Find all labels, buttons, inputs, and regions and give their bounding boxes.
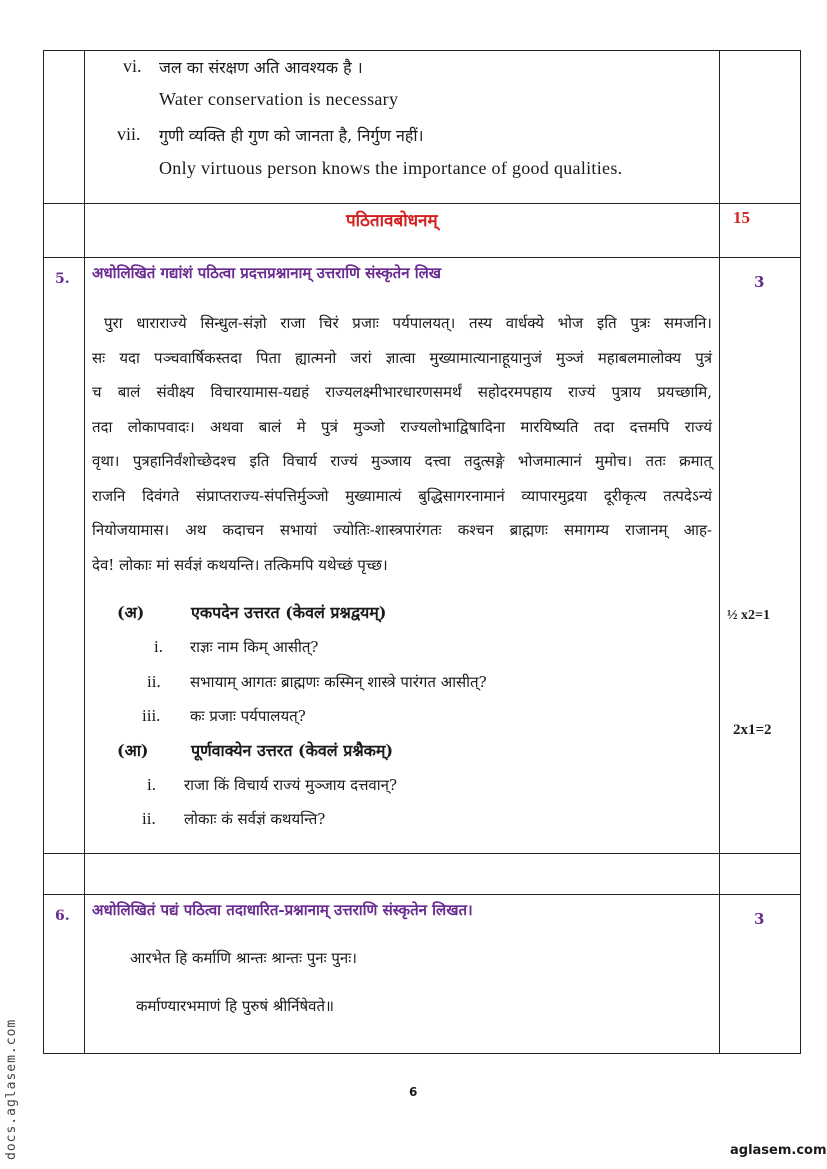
question-6-number: 6. xyxy=(55,908,70,924)
part-b-q2-text: लोकाः कं सर्वज्ञं कथयन्ति? xyxy=(184,810,326,828)
question-6-instruction: अधोलिखितं पद्यं पठित्वा तदाधारित-प्रश्नानाम् उत्तराणि संस्कृतेन लिखत। xyxy=(92,901,473,919)
verse-line-1: आरभेत हि कर्माणि श्रान्तः श्रान्तः पुनः पुनः। xyxy=(130,949,357,967)
site-name: aglasem.com xyxy=(730,1143,827,1158)
part-b-q1-text: राजा किं विचार्य राज्यं मुञ्जाय दत्तवान्? xyxy=(184,776,398,794)
passage-line: वृथा। पुत्रहानिर्वंशोच्छेदश्च इति विचार्य राज्यं मुञ्जाय दत्त्वा तदुत्सङ्गे भोजमात्मानं मुमोच। ततः क्रमात् xyxy=(92,452,712,470)
table-divider-col2 xyxy=(719,50,720,1054)
part-a-marks: ½ x2=1 xyxy=(727,608,770,623)
item-vi-number: vi. xyxy=(123,56,142,76)
part-b-q1-number: i. xyxy=(147,775,156,794)
passage-line: तदा लोकापवादः। अथवा बालं मे पुत्रं मुञ्जो राज्यलोभाद्विषादिना मारयिष्यति तदा दत्तमपि राज्यं xyxy=(92,417,712,436)
table-border-right xyxy=(800,50,801,1054)
question-5-instruction: अधोलिखितं गद्यांशं पठित्वा प्रदत्तप्रश्नानाम् उत्तराणि संस्कृतेन लिख xyxy=(92,264,442,282)
passage-line: राजनि दिवंगते संप्राप्तराज्य-संपत्तिर्मुञ्जो मुख्यामात्यं बुद्धिसागरनामानं व्यापारमुद्रया दूरीकृत्य तत्पदेऽन्यं xyxy=(92,486,712,505)
section-title: पठितावबोधनम् xyxy=(346,211,438,231)
table-row-divider xyxy=(43,257,801,258)
part-a-q2-text: सभायाम् आगतः ब्राह्मणः कस्मिन् शास्त्रे पारंगत आसीत्? xyxy=(190,673,487,691)
passage-line: पुरा धाराराज्ये सिन्धुल-संज्ञो राजा चिरं प्रजाः पर्यपालयत्। तस्य वार्धक्ये भोज इति पुत्रः समजनि। xyxy=(104,314,712,332)
page-number: 6 xyxy=(409,1085,418,1099)
part-a-q2-number: ii. xyxy=(147,672,161,691)
table-row-divider xyxy=(43,894,801,895)
part-b-label: (आ) xyxy=(117,741,149,760)
item-vii-sanskrit: गुणी व्यक्ति ही गुण को जानता है, निर्गुण नहीं। xyxy=(159,126,424,145)
part-a-q3-text: कः प्रजाः पर्यपालयत्? xyxy=(190,707,306,725)
table-divider-col1 xyxy=(84,50,85,1054)
question-5-number: 5. xyxy=(55,271,70,287)
part-a-heading: एकपदेन उत्तरत (केवलं प्रश्नद्वयम्) xyxy=(191,603,387,622)
part-b-q2-number: ii. xyxy=(142,809,156,828)
passage-line: देव! लोकाः मां सर्वज्ञं कथयन्ति। तत्किमपि यथेच्छं पृच्छ। xyxy=(92,555,388,574)
table-border-top xyxy=(43,50,801,51)
item-vi-english: Water conservation is necessary xyxy=(159,89,399,109)
part-a-q1-text: राज्ञः नाम किम् आसीत्? xyxy=(190,638,319,656)
table-border-left xyxy=(43,50,44,1054)
table-border-bottom xyxy=(43,1053,801,1054)
passage-line: नियोजयामास। अथ कदाचन सभायां ज्योतिः-शास्त्रपारंगतः कश्चन ब्राह्मणः समागम्य राजानम् आह- xyxy=(92,521,712,539)
question-6-marks: 3 xyxy=(754,910,765,928)
table-row-divider xyxy=(43,203,801,204)
part-a-q3-number: iii. xyxy=(142,706,161,725)
item-vi-sanskrit: जल का संरक्षण अति आवश्यक है । xyxy=(159,58,363,77)
part-b-heading: पूर्णवाक्येन उत्तरत (केवलं प्रश्नैकम्) xyxy=(191,741,394,760)
item-vii-english: Only virtuous person knows the importance of good qualities. xyxy=(159,158,623,178)
passage-line: सः यदा पञ्चवार्षिकस्तदा पिता ह्यात्मनो जरां ज्ञात्वा मुख्यामात्यानाहूयानुजं मुञ्जं महाबलमालोक्य पुत्रं xyxy=(92,348,712,367)
item-vii-number: vii. xyxy=(117,124,141,144)
part-a-label: (अ) xyxy=(117,603,145,622)
passage-line: च बालं संवीक्ष्य विचारयामास-यद्यहं राज्यलक्ष्मीभारधारणसमर्थं सहोदरमपहाय राज्यं पुत्राय प्रयच्छामि, xyxy=(92,383,712,401)
side-watermark: docs.aglasem.com xyxy=(4,1018,19,1160)
question-5-marks: 3 xyxy=(754,273,765,291)
question-5-passage xyxy=(92,306,712,582)
section-marks: 15 xyxy=(733,208,750,227)
table-row-divider xyxy=(43,853,801,854)
verse-line-2: कर्माण्यारभमाणं हि पुरुषं श्रीर्निषेवते॥ xyxy=(136,997,335,1015)
part-a-q1-number: i. xyxy=(154,637,163,656)
part-b-marks: 2x1=2 xyxy=(733,722,772,738)
